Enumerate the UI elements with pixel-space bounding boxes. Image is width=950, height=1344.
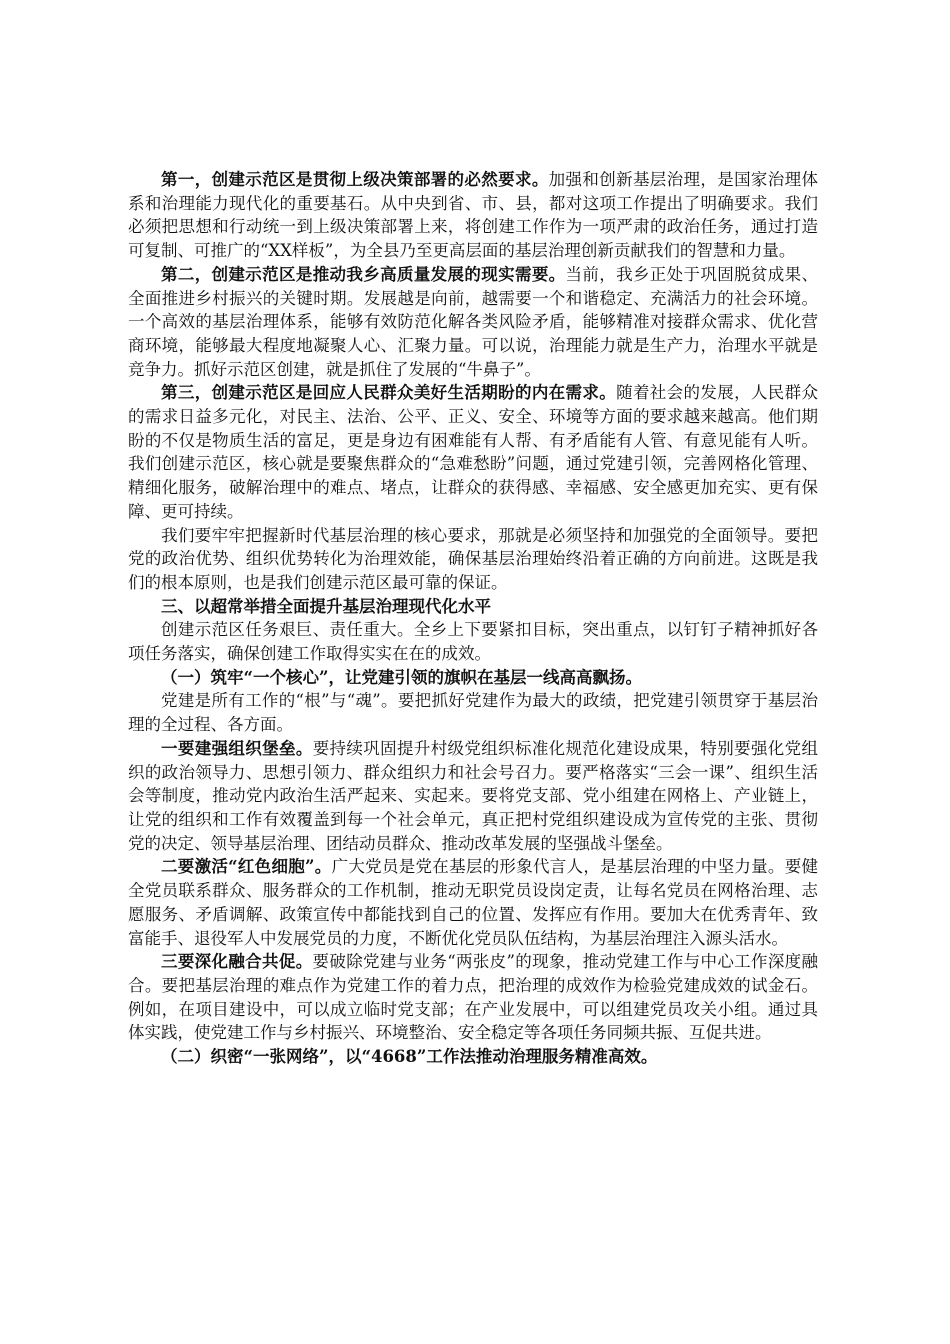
item-lead: 一要建强组织堡垒。: [161, 738, 313, 758]
list-item: [128, 855, 818, 950]
paragraph-text: 当前，我乡正处于巩固脱贫成果、全面推进乡村振兴的关键时期。发展越是向前，越需要一个和谐稳定、充满活力的社会环境。一个高效的基层治理体系，能够有效防范化解各类风险矛盾，能够精准对接群众需求、优化营商环境，能够最大程度地凝聚人心、汇聚力量。可以说，治理能力就是生产力，治理水平就是竞争力。抓好示范区创建，就是抓住了发展的“牛鼻子”。: [128, 264, 819, 379]
subsection-heading-1: （一）筑牢“一个核心”，让党建引领的旗帜在基层一线高高飘扬。: [161, 667, 642, 687]
paragraph-text: 我们要牢牢把握新时代基层治理的核心要求，那就是必须坚持和加强党的全面领导。要把党的政治优势、组织优势转化为治理效能，确保基层治理始终沿着正确的方向前进。这既是我们的根本原则，也是我们创建示范区最可靠的保证。: [128, 525, 818, 592]
paragraph-fourth: [128, 524, 818, 595]
item-text: 广大党员是党在基层的形象代言人，是基层治理的中坚力量。要健全党员联系群众、服务群众的工作机制，推动无职党员设岗定责，让每名党员在网格治理、志愿服务、矛盾调解、政策宣传中都能找到自己的位置、发挥应有作用。要加大在优秀青年、致富能手、退役军人中发展党员的力度，不断优化党员队伍结构，为基层治理注入源头活水。: [128, 857, 819, 948]
item-text: 要破除党建与业务“两张皮”的现象，推动党建工作与中心工作深度融合。要把基层治理的难点作为党建工作的着力点，把治理的成效作为检验党建成效的试金石。例如，在项目建设中，可以成立临时党支部；在产业发展中，可以组建党员攻关小组。通过具体实践，使党建工作与乡村振兴、环境整治、安全稳定等各项任务同频共振、互促共进。: [128, 952, 818, 1043]
paragraph-lead: 第二，创建示范区是推动我乡高质量发展的现实需要。: [161, 264, 566, 284]
list-item: [128, 737, 818, 856]
paragraph-third: [128, 381, 818, 523]
document-body: [128, 168, 818, 1069]
subsection-intro-1: 党建是所有工作的“根”与“魂”。要把抓好党建作为最大的政绩，把党建引领贯穿于基层治理的全过程、各方面。: [128, 691, 818, 735]
paragraph-second: [128, 263, 818, 382]
item-lead: 三要深化融合共促。: [161, 952, 313, 972]
paragraph-lead: 第一，创建示范区是贯彻上级决策部署的必然要求。: [161, 170, 549, 189]
item-lead: 二要激活“红色细胞”。: [161, 857, 332, 877]
paragraph-text: 随着社会的发展，人民群众的需求日益多元化，对民主、法治、公平、正义、安全、环境等方面的要求越来越高。他们期盼的不仅是物质生活的富足，更是身边有困难能有人帮、有矛盾能有人管、有意见能有人听。我们创建示范区，核心就是要聚焦群众的“急难愁盼”问题，通过党建引领，完善网格化管理、精细化服务，破解治理中的难点、堵点，让群众的获得感、幸福感、安全感更加充实、更有保障、更可持续。: [128, 383, 819, 521]
paragraph-first: [128, 168, 818, 263]
paragraph-text: 加强和创新基层治理，是国家治理体系和治理能力现代化的重要基石。从中央到省、市、县，都对这项工作提出了明确要求。我们必须把思想和行动统一到上级决策部署上来，将创建工作作为一项严肃的政治任务，通过打造可复制、可推广的“XX样板”，为全县乃至更高层面的基层治理创新贡献我们的智慧和力量。: [128, 170, 819, 261]
list-item: [128, 950, 818, 1045]
section-intro: 创建示范区任务艰巨、责任重大。全乡上下要紧扣目标，突出重点，以钉钉子精神抓好各项任务落实，确保创建工作取得实实在在的成效。: [128, 620, 818, 664]
item-text: 要持续巩固提升村级党组织标准化规范化建设成果，特别要强化党组织的政治领导力、思想引领力、群众组织力和社会号召力。要严格落实“三会一课”、组织生活会等制度，推动党内政治生活严起来、实起来。要将党支部、党小组建在网格上、产业链上，让党的组织和工作有效覆盖到每一个社会单元，真正把村党组织建设成为宣传党的主张、贯彻党的决定、领导基层治理、团结动员群众、推动改革发展的坚强战斗堡垒。: [128, 738, 819, 853]
paragraph-lead: 第三，创建示范区是回应人民群众美好生活期盼的内在需求。: [161, 383, 617, 403]
subsection-heading-2: （二）织密“一张网络”，以“4668”工作法推动治理服务精准高效。: [161, 1047, 658, 1067]
section-heading: 三、以超常举措全面提升基层治理现代化水平: [161, 596, 491, 616]
